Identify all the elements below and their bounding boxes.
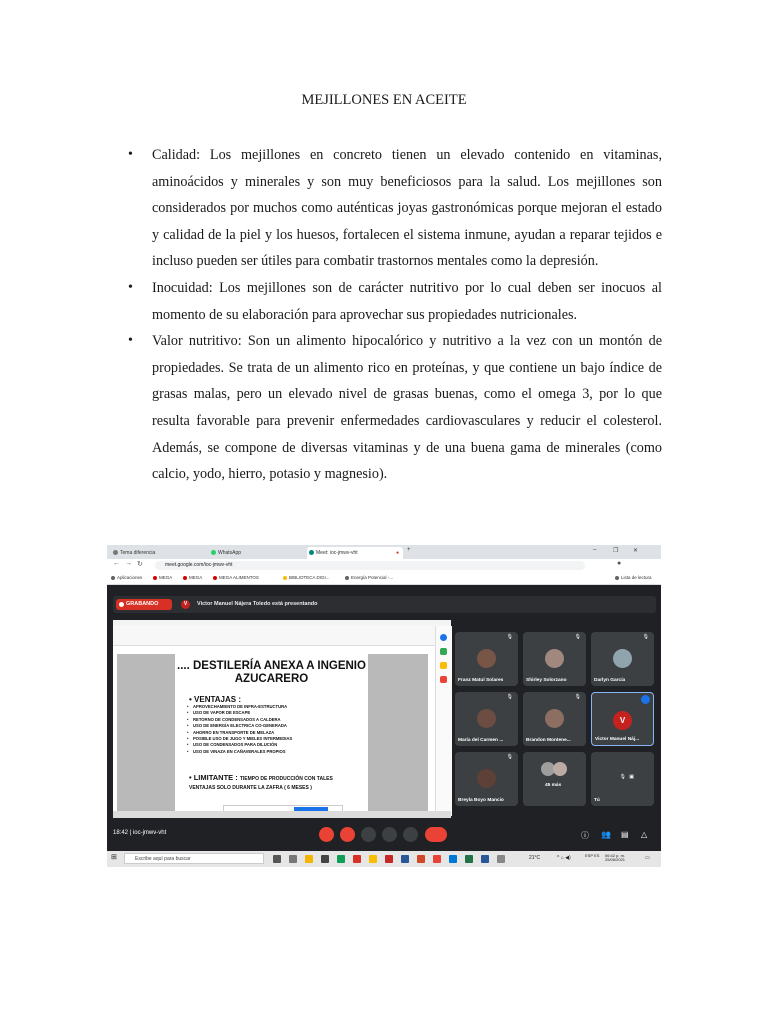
bookmark-label: BIBLIOTECA DIGI... <box>289 575 330 580</box>
slide-advantages-list <box>187 704 367 755</box>
participant-tile[interactable] <box>455 692 518 746</box>
forward-icon[interactable]: → <box>125 560 132 567</box>
app-icon[interactable] <box>440 634 447 641</box>
participant-name: Shirley Solorzano <box>526 678 567 683</box>
participant-name: Darlyn García <box>594 678 626 683</box>
temperature[interactable]: 21°C <box>529 855 541 861</box>
recording-badge: GRABANDO <box>116 599 172 610</box>
taskbar-search-input[interactable]: Escribe aquí para buscar <box>124 853 264 864</box>
word-icon[interactable] <box>481 855 489 863</box>
mic-toggle-button[interactable] <box>319 827 334 842</box>
close-icon[interactable]: ✕ <box>633 548 639 554</box>
bullet-text: Los mejillones son de carácter nutritivo por lo cual deben ser inocuos al momento de su elaboración para aprovechar sus propiedades nutricionales. <box>152 279 662 323</box>
app-icon[interactable] <box>440 676 447 683</box>
clock[interactable]: 06:42 p. m. 25/06/2021 <box>605 853 626 862</box>
self-tile[interactable] <box>591 752 654 806</box>
minimize-icon[interactable]: – <box>593 547 597 553</box>
slide-advantages-heading: • VENTAJAS : <box>189 695 241 704</box>
excel-icon[interactable] <box>465 855 473 863</box>
edge-icon[interactable] <box>449 855 457 863</box>
slide-list-item: • USO DE VAPOR DE ESCAPE <box>187 710 367 716</box>
taskview-icon[interactable] <box>273 855 281 863</box>
browser-tab-active[interactable] <box>307 547 403 559</box>
url-input[interactable]: meet.google.com/ioc-jmwv-vht <box>155 561 585 570</box>
slide-limit <box>189 774 359 792</box>
mega-icon <box>213 576 217 580</box>
windows-start-icon[interactable]: ⊞ <box>111 854 117 861</box>
participant-name: María del Carmen ... <box>458 738 504 743</box>
app-icon[interactable] <box>321 855 329 863</box>
mic-off-icon: 🎙 <box>506 634 513 640</box>
tab-icon <box>113 550 118 555</box>
bookmarks-bar <box>107 572 661 585</box>
tab-label: Meet: ioc-jmwv-vht <box>316 550 358 556</box>
shared-screen <box>113 620 451 818</box>
profile-icon[interactable]: ● <box>617 560 622 567</box>
bookmark-item[interactable] <box>283 574 330 582</box>
document-title: MEJILLONES EN ACEITE <box>301 92 467 108</box>
slide-list-item: • USO DE ENERGÍA ELECTRICA CO-GENERADA <box>187 723 367 729</box>
participant-avatar <box>613 649 632 668</box>
whatsapp-icon <box>211 550 216 555</box>
meeting-code: ioc-jmwv-vht <box>132 830 167 836</box>
slide-limit-heading: • LIMITANTE : <box>189 773 238 782</box>
participant-avatar <box>553 762 567 776</box>
bullet-dot: • <box>128 333 133 349</box>
participant-tile-speaking[interactable] <box>591 692 654 746</box>
word-icon[interactable] <box>401 855 409 863</box>
bullet-item <box>124 328 662 488</box>
powerpoint-icon[interactable] <box>417 855 425 863</box>
restore-icon[interactable]: ❐ <box>613 548 619 554</box>
presenter-text: Victor Manuel Nájera Toledo está presentando <box>197 601 318 607</box>
windows-taskbar <box>107 851 661 867</box>
tab-label: WhatsApp <box>218 550 242 556</box>
reading-list[interactable] <box>615 574 652 582</box>
app-icon[interactable] <box>440 648 447 655</box>
chrome-icon[interactable] <box>433 855 441 863</box>
slide-list-item: • USO DE VINAZA EN CAÑAVERALES PROPIOS <box>187 749 367 755</box>
bullet-dot: • <box>128 279 133 295</box>
back-icon[interactable]: ← <box>113 560 120 567</box>
activities-icon[interactable]: △ <box>641 830 648 839</box>
bullet-text: Son un alimento hipocalórico y nutritivo a la vez con un montón de propiedades. Se trata de un alimento rico en proteínas, y que contiene un bajo índice de grasas malas, pero un elevado nivel de grasas buenas, como el omega 3, por lo que resulta favorable para prevenir enfermedades cardiovasculares y reducir el colesterol. Además, se compone de diversas vitaminas y de una buena gama de minerales (como calcio, yodo, hierro, potasio y magnesio). <box>152 333 662 483</box>
app-icon[interactable] <box>369 855 377 863</box>
shared-window-toolbar <box>113 625 451 646</box>
bookmark-label: Lista de lectura <box>621 575 652 580</box>
bookmark-item[interactable] <box>213 574 259 582</box>
bullet-text: Los mejillones en concreto tienen un elevado contenido en vitaminas, aminoácidos y minerales y son muy beneficiosos para la salud. Los mejillones son considerados por muchos como auténticas joyas gastronómicas porque mejoran el estado y calidad de la piel y los huesos, fortalecen el sistema inmune, ayudan a reparar tejidos e incluso pueden ser útiles para combatir trastornos mentales como la depresión. <box>152 147 662 270</box>
info-icon[interactable]: ⓘ <box>581 831 589 840</box>
participant-tile[interactable] <box>455 752 518 806</box>
app-icon[interactable] <box>337 855 345 863</box>
notification-icon[interactable]: ▭ <box>645 855 650 861</box>
apps-icon <box>111 576 115 580</box>
meeting-info: 18:42 | ioc-jmwv-vht <box>113 830 167 836</box>
more-options-button[interactable] <box>403 827 418 842</box>
globe-icon <box>345 576 349 580</box>
participant-tile[interactable] <box>455 632 518 686</box>
bookmark-item[interactable] <box>183 574 202 582</box>
tab-label: Tema diferencia <box>120 550 156 556</box>
participant-avatar <box>545 649 564 668</box>
mic-off-icon: 🎙 <box>642 634 649 640</box>
participant-tile[interactable] <box>591 632 654 686</box>
language-indicator[interactable]: ESP ES <box>585 853 600 858</box>
people-icon[interactable]: 👥 <box>601 830 611 839</box>
viewer-background <box>368 654 428 811</box>
app-icon[interactable] <box>440 662 447 669</box>
bullet-term: Calidad: <box>152 147 201 163</box>
bookmark-item[interactable] <box>345 574 393 582</box>
slide-list-item: • RETORNO DE CONDENSADOS A CALDERA <box>187 717 367 723</box>
meet-screenshot <box>107 545 661 867</box>
meeting-time: 18:42 <box>113 830 129 836</box>
bookmark-label: MEGA ALIMENTOS <box>219 575 259 580</box>
tray-icons[interactable]: ^ ⌂ ◀) <box>557 855 571 861</box>
bullet-dot: • <box>128 147 133 162</box>
present-button[interactable] <box>382 827 397 842</box>
slide-list-item: • AHORRO EN TRANSPORTE DE MELAZA <box>187 730 367 736</box>
participant-tile[interactable] <box>523 632 586 686</box>
recording-dot-icon: ● <box>395 550 399 556</box>
bullet-item <box>124 142 662 275</box>
viewer-background <box>117 654 175 811</box>
participant-name: Breyla Boyo Mancio <box>458 798 504 803</box>
app-icon[interactable] <box>497 855 505 863</box>
mic-icon: 🎙 <box>619 774 626 780</box>
reload-icon[interactable]: ↻ <box>137 561 143 568</box>
viewer-sidebar <box>435 626 452 816</box>
bookmark-label: MEGA <box>159 575 173 580</box>
bullet-item <box>124 275 662 328</box>
new-tab-icon[interactable]: + <box>407 547 411 553</box>
meet-icon <box>309 550 314 555</box>
slide-limit-text: TIEMPO DE PRODUCCIÓN CON TALES VENTAJAS SOLO DURANTE LA ZAFRA ( 6 MESES ) <box>189 776 333 791</box>
browser-tab[interactable] <box>209 547 305 559</box>
raise-hand-button[interactable] <box>361 827 376 842</box>
chat-icon[interactable]: ▤ <box>621 830 629 839</box>
browser-tab[interactable] <box>111 547 207 559</box>
mic-off-icon: 🎙 <box>574 634 581 640</box>
address-bar <box>107 559 661 572</box>
slide-title: .... DESTILERÍA ANEXA A INGENIO AZUCARERO <box>177 660 366 685</box>
bullet-term: Valor nutritivo: <box>152 333 242 350</box>
more-participants-count: 45 más <box>545 783 562 788</box>
bullet-term: Inocuidad: <box>152 279 213 296</box>
app-icon[interactable] <box>289 855 297 863</box>
mic-off-icon: 🎙 <box>506 754 513 760</box>
participant-avatar <box>545 709 564 728</box>
participant-avatar <box>477 709 496 728</box>
camera-toggle-button[interactable] <box>340 827 355 842</box>
camera-off-icon: ▣ <box>629 774 634 780</box>
participant-name: Victor Manuel Náj... <box>595 737 640 742</box>
presenter-info <box>181 599 318 610</box>
slide-list-item: • APROVECHAMIENTO DE INFRA-ESTRUCTURA <box>187 704 367 710</box>
list-icon <box>615 576 619 580</box>
more-participants-tile[interactable] <box>523 752 586 806</box>
slide-list-item: • USO DE CONDENSADOS PARA DILUCIÓN <box>187 742 367 748</box>
drive-icon <box>283 576 287 580</box>
shared-taskbar <box>113 811 451 818</box>
mic-off-icon: 🎙 <box>506 694 513 700</box>
bullet-list <box>124 142 662 488</box>
speaking-icon <box>641 695 650 704</box>
participant-avatar: V <box>613 711 632 730</box>
bookmark-label: Energía Potencial -... <box>351 575 394 580</box>
bookmark-item[interactable] <box>153 574 172 582</box>
bookmark-item[interactable] <box>111 574 142 582</box>
bookmark-label: Aplicaciones <box>117 575 143 580</box>
browser-tabbar <box>107 545 661 559</box>
participant-name: Franz Matul Solares <box>458 678 504 683</box>
participant-name: Brandon Montene... <box>526 738 571 743</box>
slide-list-item: • POSIBLE USO DE JUGO Y MIELES INTERMEDIAS <box>187 736 367 742</box>
participant-name: Tú <box>594 798 600 803</box>
meeting-status-bar <box>113 596 656 613</box>
meeting-controls <box>107 821 661 851</box>
slide-page <box>175 654 368 811</box>
folder-icon[interactable] <box>305 855 313 863</box>
app-icon[interactable] <box>353 855 361 863</box>
pdf-icon[interactable] <box>385 855 393 863</box>
participant-tile[interactable] <box>523 692 586 746</box>
mic-off-icon: 🎙 <box>574 694 581 700</box>
bookmark-label: MEGA <box>189 575 203 580</box>
hang-up-button[interactable] <box>425 827 447 842</box>
participant-avatar <box>477 649 496 668</box>
participant-avatar <box>477 769 496 788</box>
presenter-avatar: V <box>181 600 190 609</box>
mega-icon <box>183 576 187 580</box>
mega-icon <box>153 576 157 580</box>
